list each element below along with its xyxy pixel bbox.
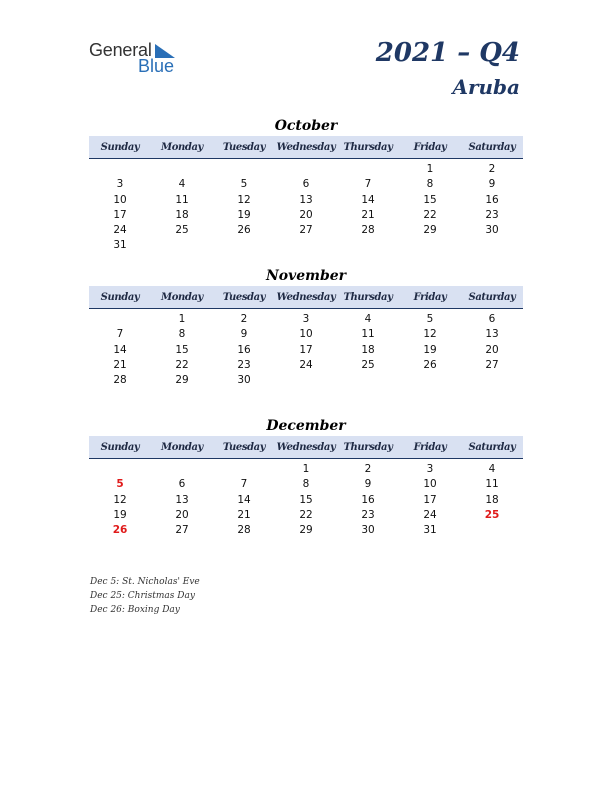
date-cell: 22 bbox=[175, 358, 189, 371]
date-cell: 20 bbox=[485, 343, 499, 356]
weekday-label: Tuesday bbox=[222, 141, 266, 153]
date-cell: 19 bbox=[237, 208, 251, 221]
date-cell: 25 bbox=[175, 224, 189, 237]
weekday-label: Monday bbox=[161, 441, 203, 453]
date-cell: 31 bbox=[423, 524, 437, 537]
holiday-notes bbox=[90, 575, 200, 617]
logo bbox=[89, 40, 189, 76]
date-cell bbox=[337, 373, 399, 388]
month-title: October bbox=[274, 118, 338, 134]
weekday-label: Sunday bbox=[100, 291, 140, 303]
week-row bbox=[89, 508, 523, 523]
week-row bbox=[89, 223, 523, 238]
date-cell: 20 bbox=[299, 208, 313, 221]
week-row bbox=[89, 327, 523, 342]
week-row bbox=[89, 162, 523, 177]
weekday-label: Sunday bbox=[100, 141, 140, 153]
date-cell: 9 bbox=[240, 328, 248, 341]
date-cell: 7 bbox=[364, 178, 372, 191]
date-cell: 6 bbox=[302, 178, 310, 191]
weekday-label: Friday bbox=[413, 441, 447, 453]
weekday-label: Friday bbox=[413, 141, 447, 153]
date-cell: 16 bbox=[361, 493, 375, 506]
date-cell bbox=[461, 373, 523, 388]
date-cell: 12 bbox=[237, 193, 251, 206]
weekday-label: Thursday bbox=[343, 291, 393, 303]
date-cell: 12 bbox=[113, 493, 127, 506]
date-cell: 11 bbox=[485, 478, 499, 491]
date-cell: 24 bbox=[299, 358, 313, 371]
date-cell bbox=[213, 238, 275, 253]
weekday-label: Friday bbox=[413, 291, 447, 303]
date-cell: 13 bbox=[175, 493, 189, 506]
date-cell: 29 bbox=[175, 374, 189, 387]
date-cell bbox=[213, 162, 275, 177]
date-cell: 6 bbox=[488, 313, 496, 325]
date-cell: 3 bbox=[426, 463, 434, 475]
week-row bbox=[89, 193, 523, 208]
weekday-header-row bbox=[89, 286, 523, 309]
weekday-label: Thursday bbox=[343, 441, 393, 453]
date-cell: 30 bbox=[485, 224, 499, 237]
date-cell: 17 bbox=[423, 493, 437, 506]
date-cell: 26 bbox=[423, 358, 437, 371]
date-cell: 4 bbox=[364, 313, 372, 325]
date-cell: 15 bbox=[299, 493, 313, 506]
date-cell: 7 bbox=[116, 328, 124, 341]
date-cell: 2 bbox=[364, 463, 372, 475]
week-row bbox=[89, 373, 523, 388]
date-cell: 27 bbox=[299, 224, 313, 237]
weekday-label: Sunday bbox=[100, 441, 140, 453]
date-cell: 14 bbox=[361, 193, 375, 206]
date-cell: 18 bbox=[485, 493, 499, 506]
date-cell: 4 bbox=[488, 463, 496, 475]
logo-text-blue: Blue bbox=[138, 56, 175, 76]
date-cell: 21 bbox=[237, 508, 251, 521]
date-cell: 18 bbox=[175, 208, 189, 221]
date-cell bbox=[151, 462, 213, 477]
date-cell: 13 bbox=[485, 328, 499, 341]
date-cell: 23 bbox=[237, 358, 251, 371]
date-cell: 7 bbox=[240, 478, 248, 491]
week-row bbox=[89, 238, 523, 253]
date-cell: 11 bbox=[361, 328, 375, 341]
date-cell: 17 bbox=[299, 343, 313, 356]
weekday-label: Tuesday bbox=[222, 441, 266, 453]
date-cell: 16 bbox=[485, 193, 499, 206]
weekday-label: Wednesday bbox=[276, 141, 336, 153]
date-cell bbox=[89, 462, 151, 477]
weekday-label: Saturday bbox=[468, 441, 516, 453]
weekday-label: Wednesday bbox=[276, 291, 336, 303]
holiday-note: Dec 25: Christmas Day bbox=[90, 591, 195, 601]
date-cell: 27 bbox=[485, 358, 499, 371]
date-cell: 2 bbox=[488, 163, 496, 175]
date-cell: 5 bbox=[426, 313, 434, 325]
date-cell: 19 bbox=[423, 343, 437, 356]
date-cell: 1 bbox=[426, 163, 434, 175]
date-cell: 29 bbox=[299, 524, 313, 537]
week-row bbox=[89, 493, 523, 508]
weekday-header-row bbox=[89, 436, 523, 459]
week-row bbox=[89, 523, 523, 538]
date-cell bbox=[89, 312, 151, 327]
date-cell: 14 bbox=[237, 493, 251, 506]
date-cell: 13 bbox=[299, 193, 313, 206]
week-row bbox=[89, 312, 523, 327]
date-cell: 8 bbox=[426, 178, 434, 191]
logo-text-general: General bbox=[89, 40, 152, 60]
date-cell: 21 bbox=[361, 208, 375, 221]
month-november bbox=[89, 266, 523, 388]
date-cell bbox=[337, 162, 399, 177]
date-cell bbox=[275, 373, 337, 388]
date-cell: 1 bbox=[302, 463, 310, 475]
month-title: December bbox=[266, 418, 346, 434]
date-cell: 15 bbox=[175, 343, 189, 356]
week-row bbox=[89, 358, 523, 373]
date-cell: 11 bbox=[175, 193, 189, 206]
date-cell bbox=[399, 373, 461, 388]
date-cell: 9 bbox=[488, 178, 496, 191]
weekday-header-row bbox=[89, 136, 523, 159]
date-cell: 2 bbox=[240, 313, 248, 325]
weekday-label: Monday bbox=[161, 141, 203, 153]
holiday-date-cell: 25 bbox=[484, 508, 500, 521]
week-row bbox=[89, 177, 523, 192]
date-cell: 18 bbox=[361, 343, 375, 356]
date-cell: 1 bbox=[178, 313, 186, 325]
holiday-date-cell: 5 bbox=[116, 478, 124, 491]
date-cell bbox=[461, 238, 523, 253]
date-cell: 29 bbox=[423, 224, 437, 237]
date-cell: 22 bbox=[423, 208, 437, 221]
date-cell bbox=[399, 238, 461, 253]
date-cell: 5 bbox=[240, 178, 248, 191]
week-row bbox=[89, 208, 523, 223]
date-cell: 28 bbox=[361, 224, 375, 237]
date-cell: 17 bbox=[113, 208, 127, 221]
date-cell: 20 bbox=[175, 508, 189, 521]
date-cell: 28 bbox=[113, 374, 127, 387]
date-cell bbox=[337, 238, 399, 253]
week-row bbox=[89, 477, 523, 492]
date-cell: 15 bbox=[423, 193, 437, 206]
date-cell: 12 bbox=[423, 328, 437, 341]
date-cell bbox=[461, 523, 523, 538]
date-cell: 23 bbox=[361, 508, 375, 521]
date-cell: 14 bbox=[113, 343, 127, 356]
date-cell: 9 bbox=[364, 478, 372, 491]
date-cell bbox=[213, 462, 275, 477]
date-cell: 16 bbox=[237, 343, 251, 356]
date-cell: 25 bbox=[361, 358, 375, 371]
date-cell: 28 bbox=[237, 524, 251, 537]
date-cell: 3 bbox=[302, 313, 310, 325]
date-cell bbox=[151, 162, 213, 177]
page-title: 2021 – Q4 bbox=[375, 38, 520, 68]
date-cell bbox=[275, 162, 337, 177]
week-row bbox=[89, 462, 523, 477]
date-cell: 30 bbox=[237, 374, 251, 387]
date-cell: 23 bbox=[485, 208, 499, 221]
page-subtitle: Aruba bbox=[452, 75, 520, 99]
date-cell: 22 bbox=[299, 508, 313, 521]
holiday-note: Dec 26: Boxing Day bbox=[90, 605, 180, 615]
date-cell: 4 bbox=[178, 178, 186, 191]
date-cell: 3 bbox=[116, 178, 124, 191]
date-cell: 21 bbox=[113, 358, 127, 371]
date-cell: 10 bbox=[299, 328, 313, 341]
week-row bbox=[89, 343, 523, 358]
weekday-label: Saturday bbox=[468, 141, 516, 153]
month-october bbox=[89, 116, 523, 254]
date-cell bbox=[275, 238, 337, 253]
weekday-label: Wednesday bbox=[276, 441, 336, 453]
weekday-label: Monday bbox=[161, 291, 203, 303]
month-december bbox=[89, 416, 523, 538]
date-cell: 24 bbox=[423, 508, 437, 521]
date-cell: 8 bbox=[178, 328, 186, 341]
date-cell: 30 bbox=[361, 524, 375, 537]
month-title: November bbox=[265, 268, 347, 284]
date-cell bbox=[89, 162, 151, 177]
date-cell: 10 bbox=[113, 193, 127, 206]
date-cell: 24 bbox=[113, 224, 127, 237]
weekday-label: Saturday bbox=[468, 291, 516, 303]
holiday-date-cell: 26 bbox=[112, 524, 128, 537]
weekday-label: Tuesday bbox=[222, 291, 266, 303]
date-cell: 26 bbox=[237, 224, 251, 237]
date-cell bbox=[151, 238, 213, 253]
date-cell: 8 bbox=[302, 478, 310, 491]
weekday-label: Thursday bbox=[343, 141, 393, 153]
date-cell: 6 bbox=[178, 478, 186, 491]
date-cell: 10 bbox=[423, 478, 437, 491]
date-cell: 31 bbox=[113, 239, 127, 252]
date-cell: 27 bbox=[175, 524, 189, 537]
date-cell: 19 bbox=[113, 508, 127, 521]
holiday-note: Dec 5: St. Nicholas' Eve bbox=[90, 577, 200, 587]
